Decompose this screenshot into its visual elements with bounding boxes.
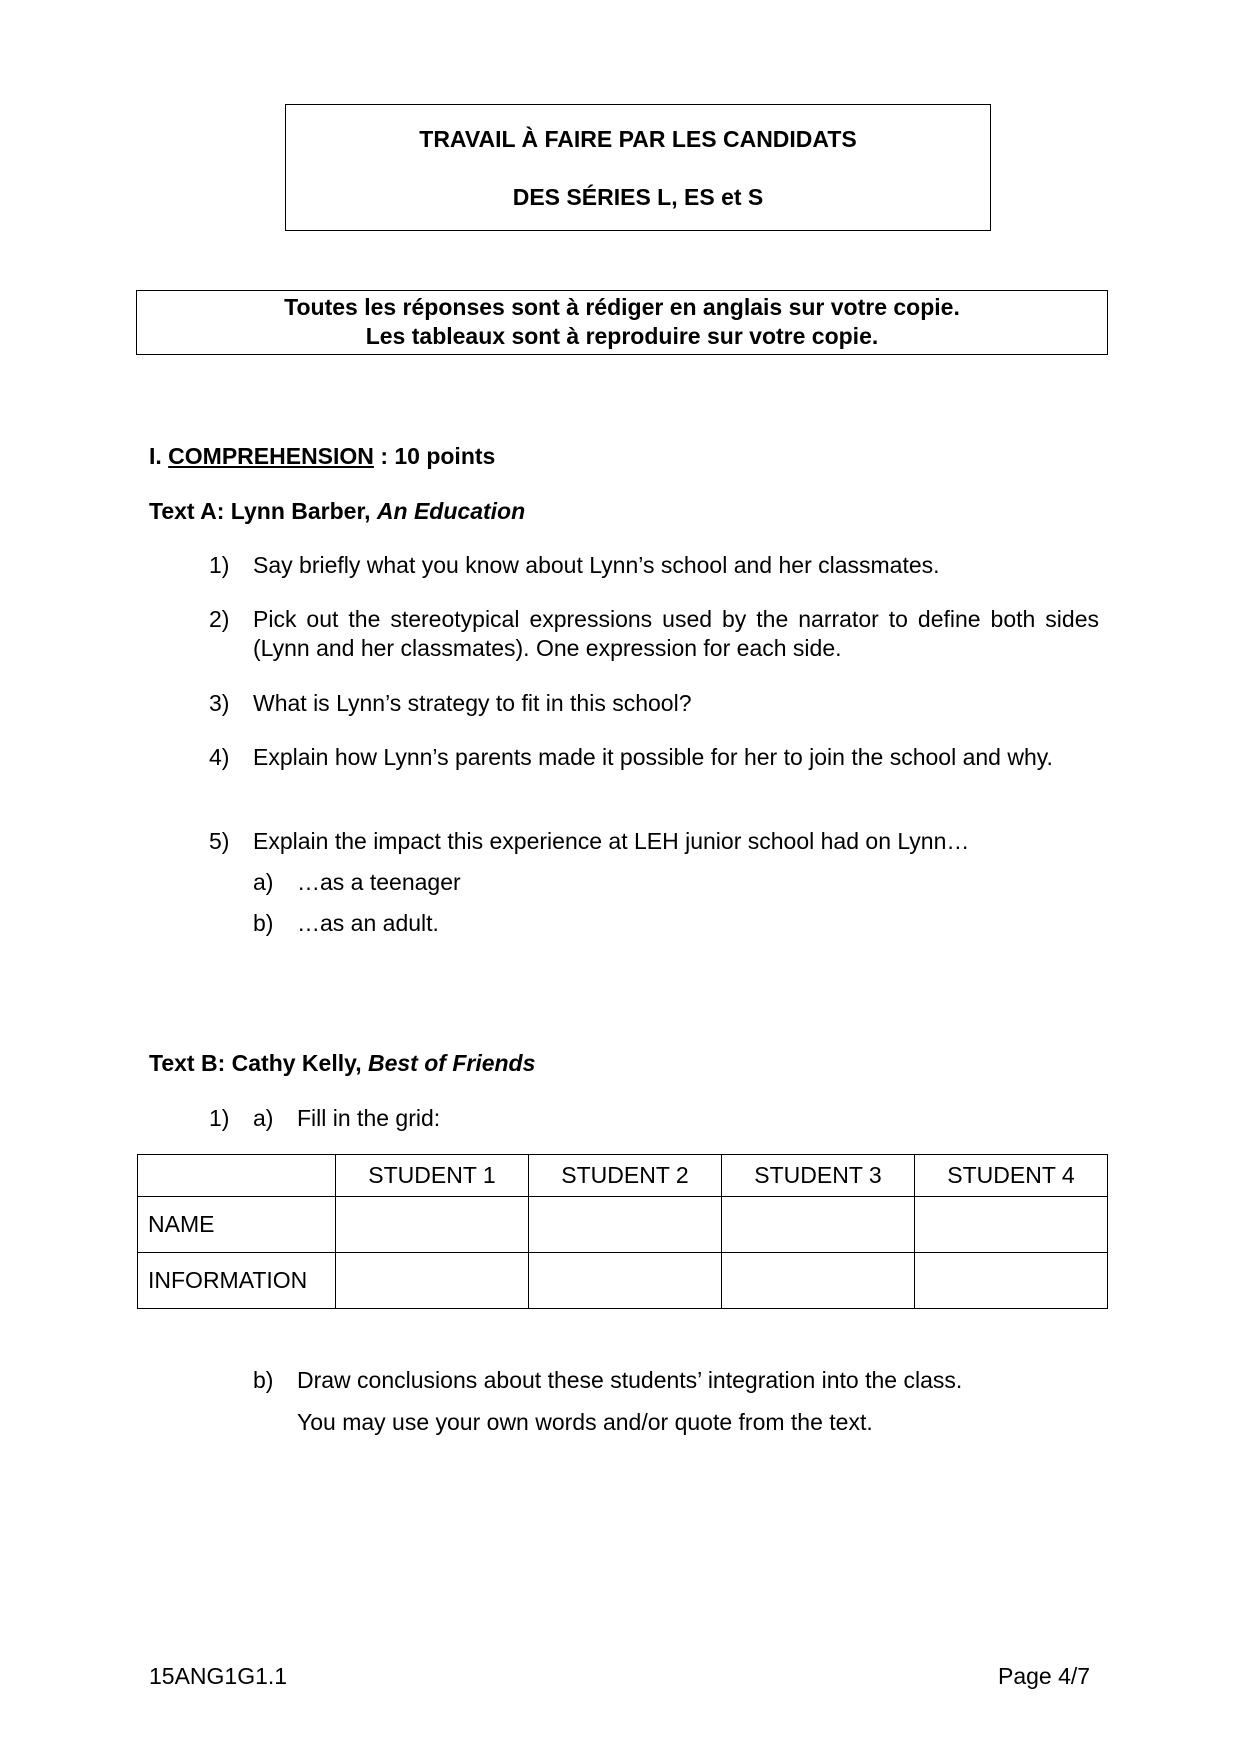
footer-page-number: Page 4/7	[998, 1663, 1091, 1689]
section-title: COMPREHENSION	[168, 443, 374, 469]
question-b1-number: 1)	[209, 1105, 230, 1131]
text-b-heading	[149, 1049, 535, 1078]
sub-question-number: a)	[253, 869, 274, 895]
title-line-2: DES SÉRIES L, ES et S	[512, 184, 764, 210]
question-text: Pick out the stereotypical expressions used by the narrator to define both sides (Lynn and her classmates). One expression for each side.	[253, 606, 1099, 661]
title-line-1: TRAVAIL À FAIRE PAR LES CANDIDATS	[419, 126, 857, 152]
question-b1b-number: b)	[253, 1367, 274, 1393]
question-number: 4)	[209, 744, 230, 770]
question-number: 1)	[209, 552, 230, 578]
instructions-box	[136, 290, 1108, 355]
grid-cell	[915, 1197, 1108, 1253]
text-b-title: Best of Friends	[367, 1050, 536, 1076]
student-grid	[137, 1154, 1108, 1309]
section-points: : 10 points	[380, 443, 496, 469]
grid-cell	[722, 1253, 915, 1309]
grid-cell	[722, 1197, 915, 1253]
title-box	[285, 104, 991, 231]
question-number: 2)	[209, 606, 230, 632]
grid-cell	[529, 1197, 722, 1253]
grid-cell	[529, 1253, 722, 1309]
question-text: Explain how Lynn’s parents made it possible for her to join the school and why.	[253, 744, 1053, 770]
question-b1b-line-2: You may use your own words and/or quote from the text.	[297, 1409, 873, 1435]
grid-header-cell	[138, 1155, 336, 1197]
grid-header-cell: STUDENT 4	[915, 1155, 1108, 1197]
instructions-line-1: Toutes les réponses sont à rédiger en anglais sur votre copie.	[284, 294, 960, 320]
text-a-author: Text A: Lynn Barber,	[149, 498, 371, 524]
question-number: 5)	[209, 828, 230, 854]
question-number: 3)	[209, 690, 230, 716]
sub-question-text: …as an adult.	[297, 910, 439, 936]
question-text: What is Lynn’s strategy to fit in this school?	[253, 690, 692, 716]
section-prefix: I.	[149, 443, 162, 469]
question-b1b-line-1: Draw conclusions about these students’ integration into the class.	[297, 1367, 963, 1393]
text-b-author: Text B: Cathy Kelly,	[149, 1050, 362, 1076]
text-a-title: An Education	[376, 498, 526, 524]
grid-cell	[336, 1253, 529, 1309]
sub-question-number: b)	[253, 910, 274, 936]
grid-row-label: NAME	[138, 1197, 336, 1253]
grid-header-cell: STUDENT 3	[722, 1155, 915, 1197]
question-text: Explain the impact this experience at LEH junior school had on Lynn…	[253, 828, 970, 854]
question-b1a-number: a)	[253, 1105, 274, 1131]
grid-header-row	[138, 1155, 1108, 1197]
grid-header-cell: STUDENT 1	[336, 1155, 529, 1197]
grid-cell	[336, 1197, 529, 1253]
grid-cell	[915, 1253, 1108, 1309]
grid-row-information	[138, 1253, 1108, 1309]
instructions-line-2: Les tableaux sont à reproduire sur votre copie.	[365, 323, 879, 349]
grid-row-name	[138, 1197, 1108, 1253]
grid-header-cell: STUDENT 2	[529, 1155, 722, 1197]
grid-row-label: INFORMATION	[138, 1253, 336, 1309]
text-a-heading	[149, 497, 525, 526]
question-text: Say briefly what you know about Lynn’s school and her classmates.	[253, 552, 940, 578]
footer-code: 15ANG1G1.1	[149, 1663, 288, 1689]
question-b1a-text: Fill in the grid:	[297, 1105, 441, 1131]
sub-question-text: …as a teenager	[297, 869, 461, 895]
section-heading	[149, 442, 495, 471]
